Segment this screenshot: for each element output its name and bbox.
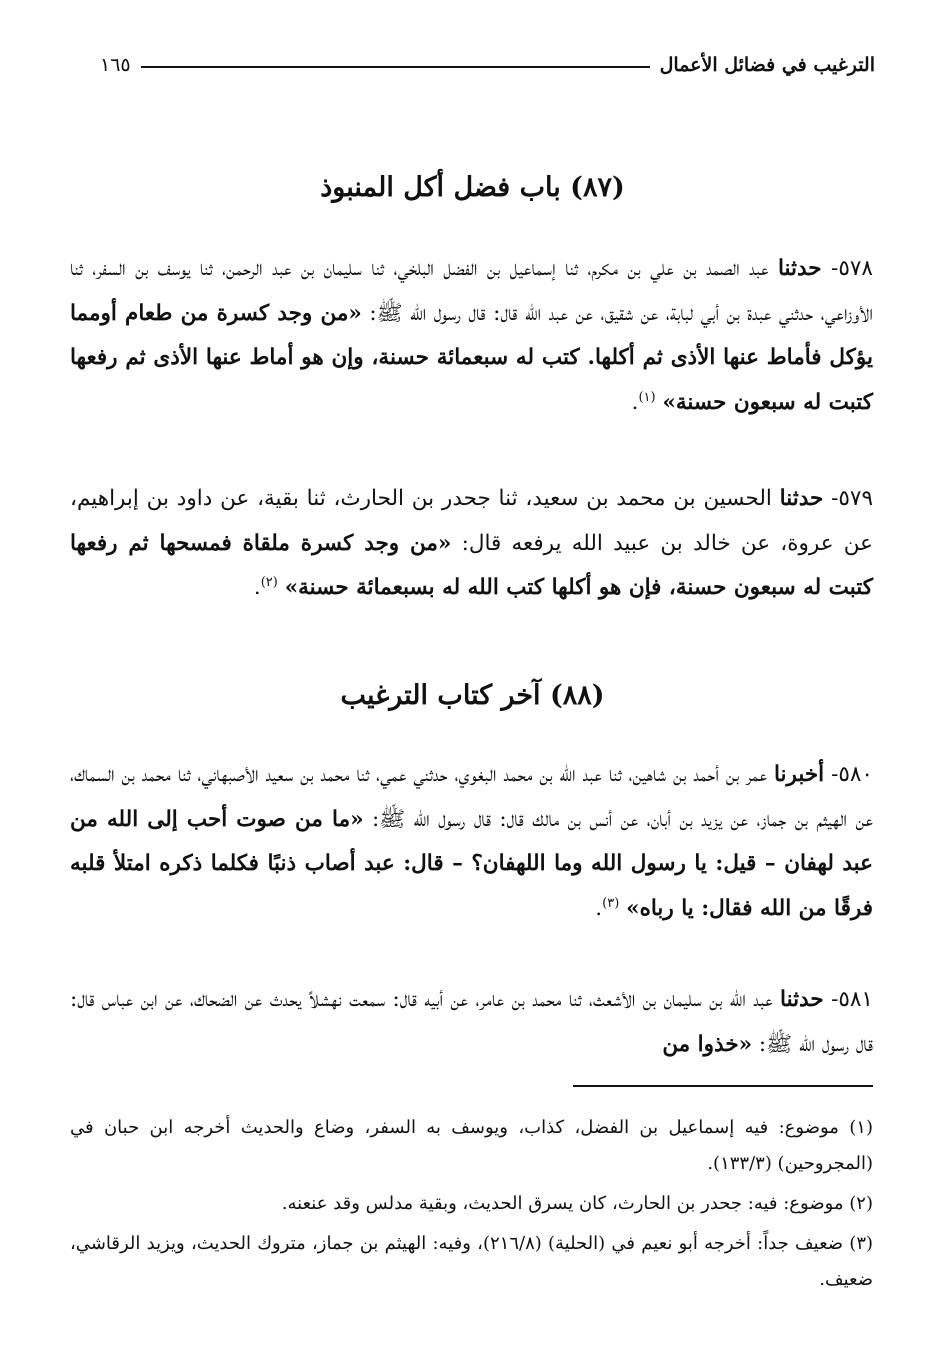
header-rule — [141, 66, 650, 68]
chapter-heading-88: (٨٨) آخر كتاب الترغيب — [340, 680, 605, 711]
hadith-isnad: عبد الله بن سليمان بن الأشعث، ثنا محمد بن عامر، عن أبيه قال: سمعت نهشلاً يحدث عن الضحاك، عن ابن عباس قال: قال رسول الله ﷺ: — [70, 987, 873, 1057]
hadith-matn: «من وجد كسرة ملقاة فمسحها ثم رفعها كتبت له سبعون حسنة، فإن هو أكلها كتب الله له بسبعمائة حسنة» — [70, 530, 873, 600]
hadith-matn: «خذوا من — [662, 1031, 753, 1057]
footnote-ref: (٣) — [602, 895, 620, 911]
footnote-ref: (٢) — [260, 574, 278, 590]
hadith-number: ٥٨١- — [823, 987, 873, 1012]
hadith-tail: . — [253, 575, 261, 600]
hadith-number: ٥٧٨- — [821, 256, 873, 281]
hadith-number: ٥٨٠- — [824, 762, 873, 787]
hadith-tail: . — [595, 895, 603, 921]
hadith-lead-word: حدثنا — [780, 987, 824, 1012]
hadith-tail: . — [631, 389, 639, 415]
hadith-lead-word: أخبرنا — [773, 762, 825, 787]
running-title: الترغيب في فضائل الأعمال — [659, 54, 875, 76]
page-number: ١٦٥ — [100, 54, 131, 76]
hadith-matn: «من وجد كسرة من طعام أومما يؤكل فأماط عنها الأذى ثم أكلها. كتب له سبعمائة حسنة، وإن هو أماط عنها الأذى ثم رفعها كتبت له سبعون حسنة» — [70, 300, 873, 415]
hadith-isnad: عمر بن أحمد بن شاهين، ثنا عبد الله بن محمد البغوي، حدثني عمي، ثنا محمد بن سعيد الأصبهاني، ثنا محمد بن السماك، عن الهيثم بن جماز، عن يزيد بن أبان، عن أنس بن مالك قال: قال رسول الله ﷺ: — [70, 762, 873, 832]
running-header — [100, 48, 875, 82]
hadith-lead-word: حدثنا — [778, 256, 822, 281]
footnote-separator — [573, 1085, 873, 1087]
footnotes — [70, 1110, 873, 1302]
hadith-number: ٥٧٩- — [823, 486, 873, 511]
footnote-ref: (١) — [638, 389, 656, 405]
hadith-isnad: عبد الصمد بن علي بن مكرم، ثنا إسماعيل بن الفضل البلخي، ثنا سليمان بن عبد الرحمن، ثنا يوسف بن السفر، ثنا الأوزاعي، حدثني عبدة بن أبي لبابة، عن شقيق، عن عبد الله قال: قال رسول الله ﷺ: — [70, 256, 873, 326]
hadith-580 — [70, 753, 873, 931]
footnote-1: (١) موضوع: فيه إسماعيل بن الفضل، كذاب، ويوسف به السفر، وضاع والحديث أخرجه ابن حبان في (المجروحين) (١٣٣/٣). — [70, 1117, 873, 1174]
hadith-isnad: الحسين بن محمد بن سعيد، ثنا جحدر بن الحارث، ثنا بقية، عن داود بن إبراهيم، عن عروة، عن خالد بن عبيد الله يرفعه قال: — [70, 486, 873, 556]
hadith-581 — [70, 978, 873, 1067]
footnote-2: (٢) موضوع: فيه: جحدر بن الحارث، كان يسرق الحديث، وبقية مدلس وقد عنعنه. — [281, 1193, 873, 1214]
hadith-579 — [70, 477, 873, 611]
chapter-heading-87: (٨٧) باب فضل أكل المنبوذ — [320, 172, 625, 203]
hadith-578 — [70, 247, 873, 425]
footnote-3: (٣) ضعيف جداً: أخرجه أبو نعيم في (الحلية) (٢١٦/٨)، وفيه: الهيثم بن جماز، متروك الحديث، ويزيد الرقاشي، ضعيف. — [70, 1233, 874, 1290]
hadith-lead-word: حدثنا — [779, 486, 824, 511]
hadith-matn: «ما من صوت أحب إلى الله من عبد لهفان – قيل: يا رسول الله وما اللهفان؟ – قال: عبد أصاب ذنبًا فكلما ذكره امتلأ قلبه فرقًا من الله فقال: يا رباه» — [70, 806, 873, 921]
